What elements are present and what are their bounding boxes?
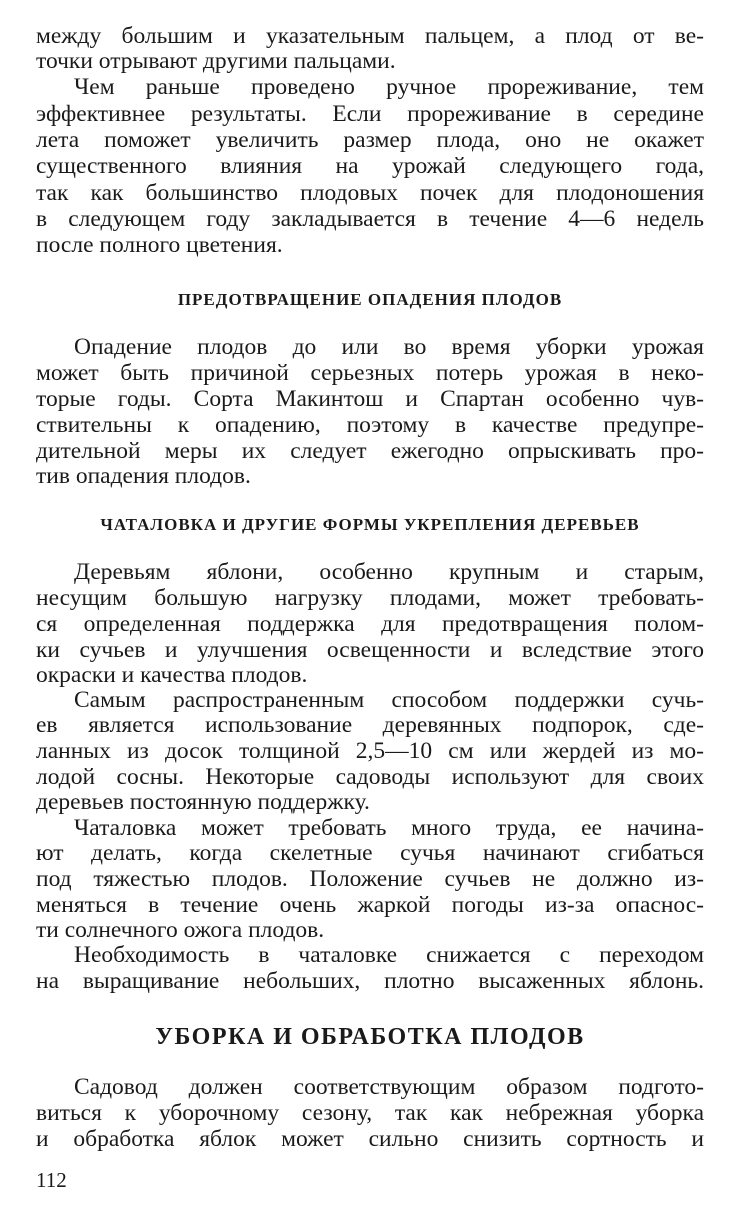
section-heading: ПРЕДОТВРАЩЕНИЕ ОПАДЕНИЯ ПЛОДОВ	[177, 290, 563, 309]
paragraph-line: Чаталовка может требовать много труда, ее начина-	[74, 815, 704, 841]
paragraph-line: существенного влияния на урожай следующего года,	[36, 153, 704, 179]
paragraph-line: Садовод должен соответствующим образом подгото-	[74, 1074, 704, 1100]
paragraph-line: виться к уборочному сезону, так как небрежная уборка	[36, 1100, 704, 1126]
paragraph-line: Чем раньше проведено ручное прореживание, тем	[74, 74, 704, 100]
page-number: 112	[36, 1168, 67, 1192]
paragraph-line: на выращивание небольших, плотно высаженных яблонь.	[36, 968, 704, 994]
paragraph-line: эффективнее результаты. Если прореживание в середине	[36, 101, 704, 127]
paragraph-line: дительной меры их следует ежегодно опрыскивать про-	[36, 438, 704, 464]
paragraph-line: ланных из досок толщиной 2,5—10 см или жердей из мо-	[36, 738, 704, 764]
paragraph-line: лета поможет увеличить размер плода, оно не окажет	[36, 127, 704, 153]
paragraph-line: Деревьям яблони, особенно крупным и старым,	[74, 559, 704, 585]
paragraph-line: под тяжестью плодов. Положение сучьев не должно из-	[36, 866, 704, 892]
paragraph-line: Опадение плодов до или во время уборки урожая	[74, 334, 704, 360]
paragraph-line: так как большинство плодовых почек для плодоношения	[36, 180, 704, 206]
paragraph-line: лодой сосны. Некоторые садоводы используют для своих	[36, 764, 704, 790]
paragraph-line: ствительны к опадению, поэтому в качестве предупре-	[36, 412, 704, 438]
paragraph-line: окраски и качества плодов.	[36, 662, 308, 688]
section-heading: УБОРКА И ОБРАБОТКА ПЛОДОВ	[155, 1024, 585, 1050]
paragraph-line: торые годы. Сорта Макинтош и Спартан особенно чув-	[36, 386, 704, 412]
paragraph-line: точки отрывают другими пальцами.	[36, 48, 396, 74]
paragraph-line: Самым распространенным способом поддержки сучь-	[74, 687, 704, 713]
paragraph-line: Необходимость в чаталовке снижается с переходом	[74, 942, 704, 968]
paragraph-line: ся определенная поддержка для предотвращения полом-	[36, 611, 704, 637]
paragraph-line: между большим и указательным пальцем, а плод от ве-	[36, 23, 704, 49]
paragraph-line: после полного цветения.	[36, 232, 283, 258]
paragraph-line: ев является использование деревянных подпорок, сде-	[36, 712, 704, 738]
paragraph-line: деревьев постоянную поддержку.	[36, 789, 370, 815]
paragraph-line: ки сучьев и улучшения освещенности и вследствие этого	[36, 637, 704, 663]
paragraph-line: ти солнечного ожога плодов.	[36, 917, 325, 943]
paragraph-line: может быть причиной серьезных потерь урожая в неко-	[36, 360, 704, 386]
paragraph-line: в следующем году закладывается в течение 4—6 недель	[36, 206, 704, 232]
paragraph-line: меняться в течение очень жаркой погоды из-за опаснос-	[36, 892, 704, 918]
paragraph-line: ют делать, когда скелетные сучья начинают сгибаться	[36, 840, 704, 866]
paragraph-line: и обработка яблок может сильно снизить сортность и	[36, 1126, 704, 1152]
paragraph-line: тив опадения плодов.	[36, 463, 251, 489]
paragraph-line: несущим большую нагрузку плодами, может требовать-	[36, 585, 704, 611]
section-heading: ЧАТАЛОВКА И ДРУГИЕ ФОРМЫ УКРЕПЛЕНИЯ ДЕРЕВЬЕВ	[100, 515, 640, 534]
